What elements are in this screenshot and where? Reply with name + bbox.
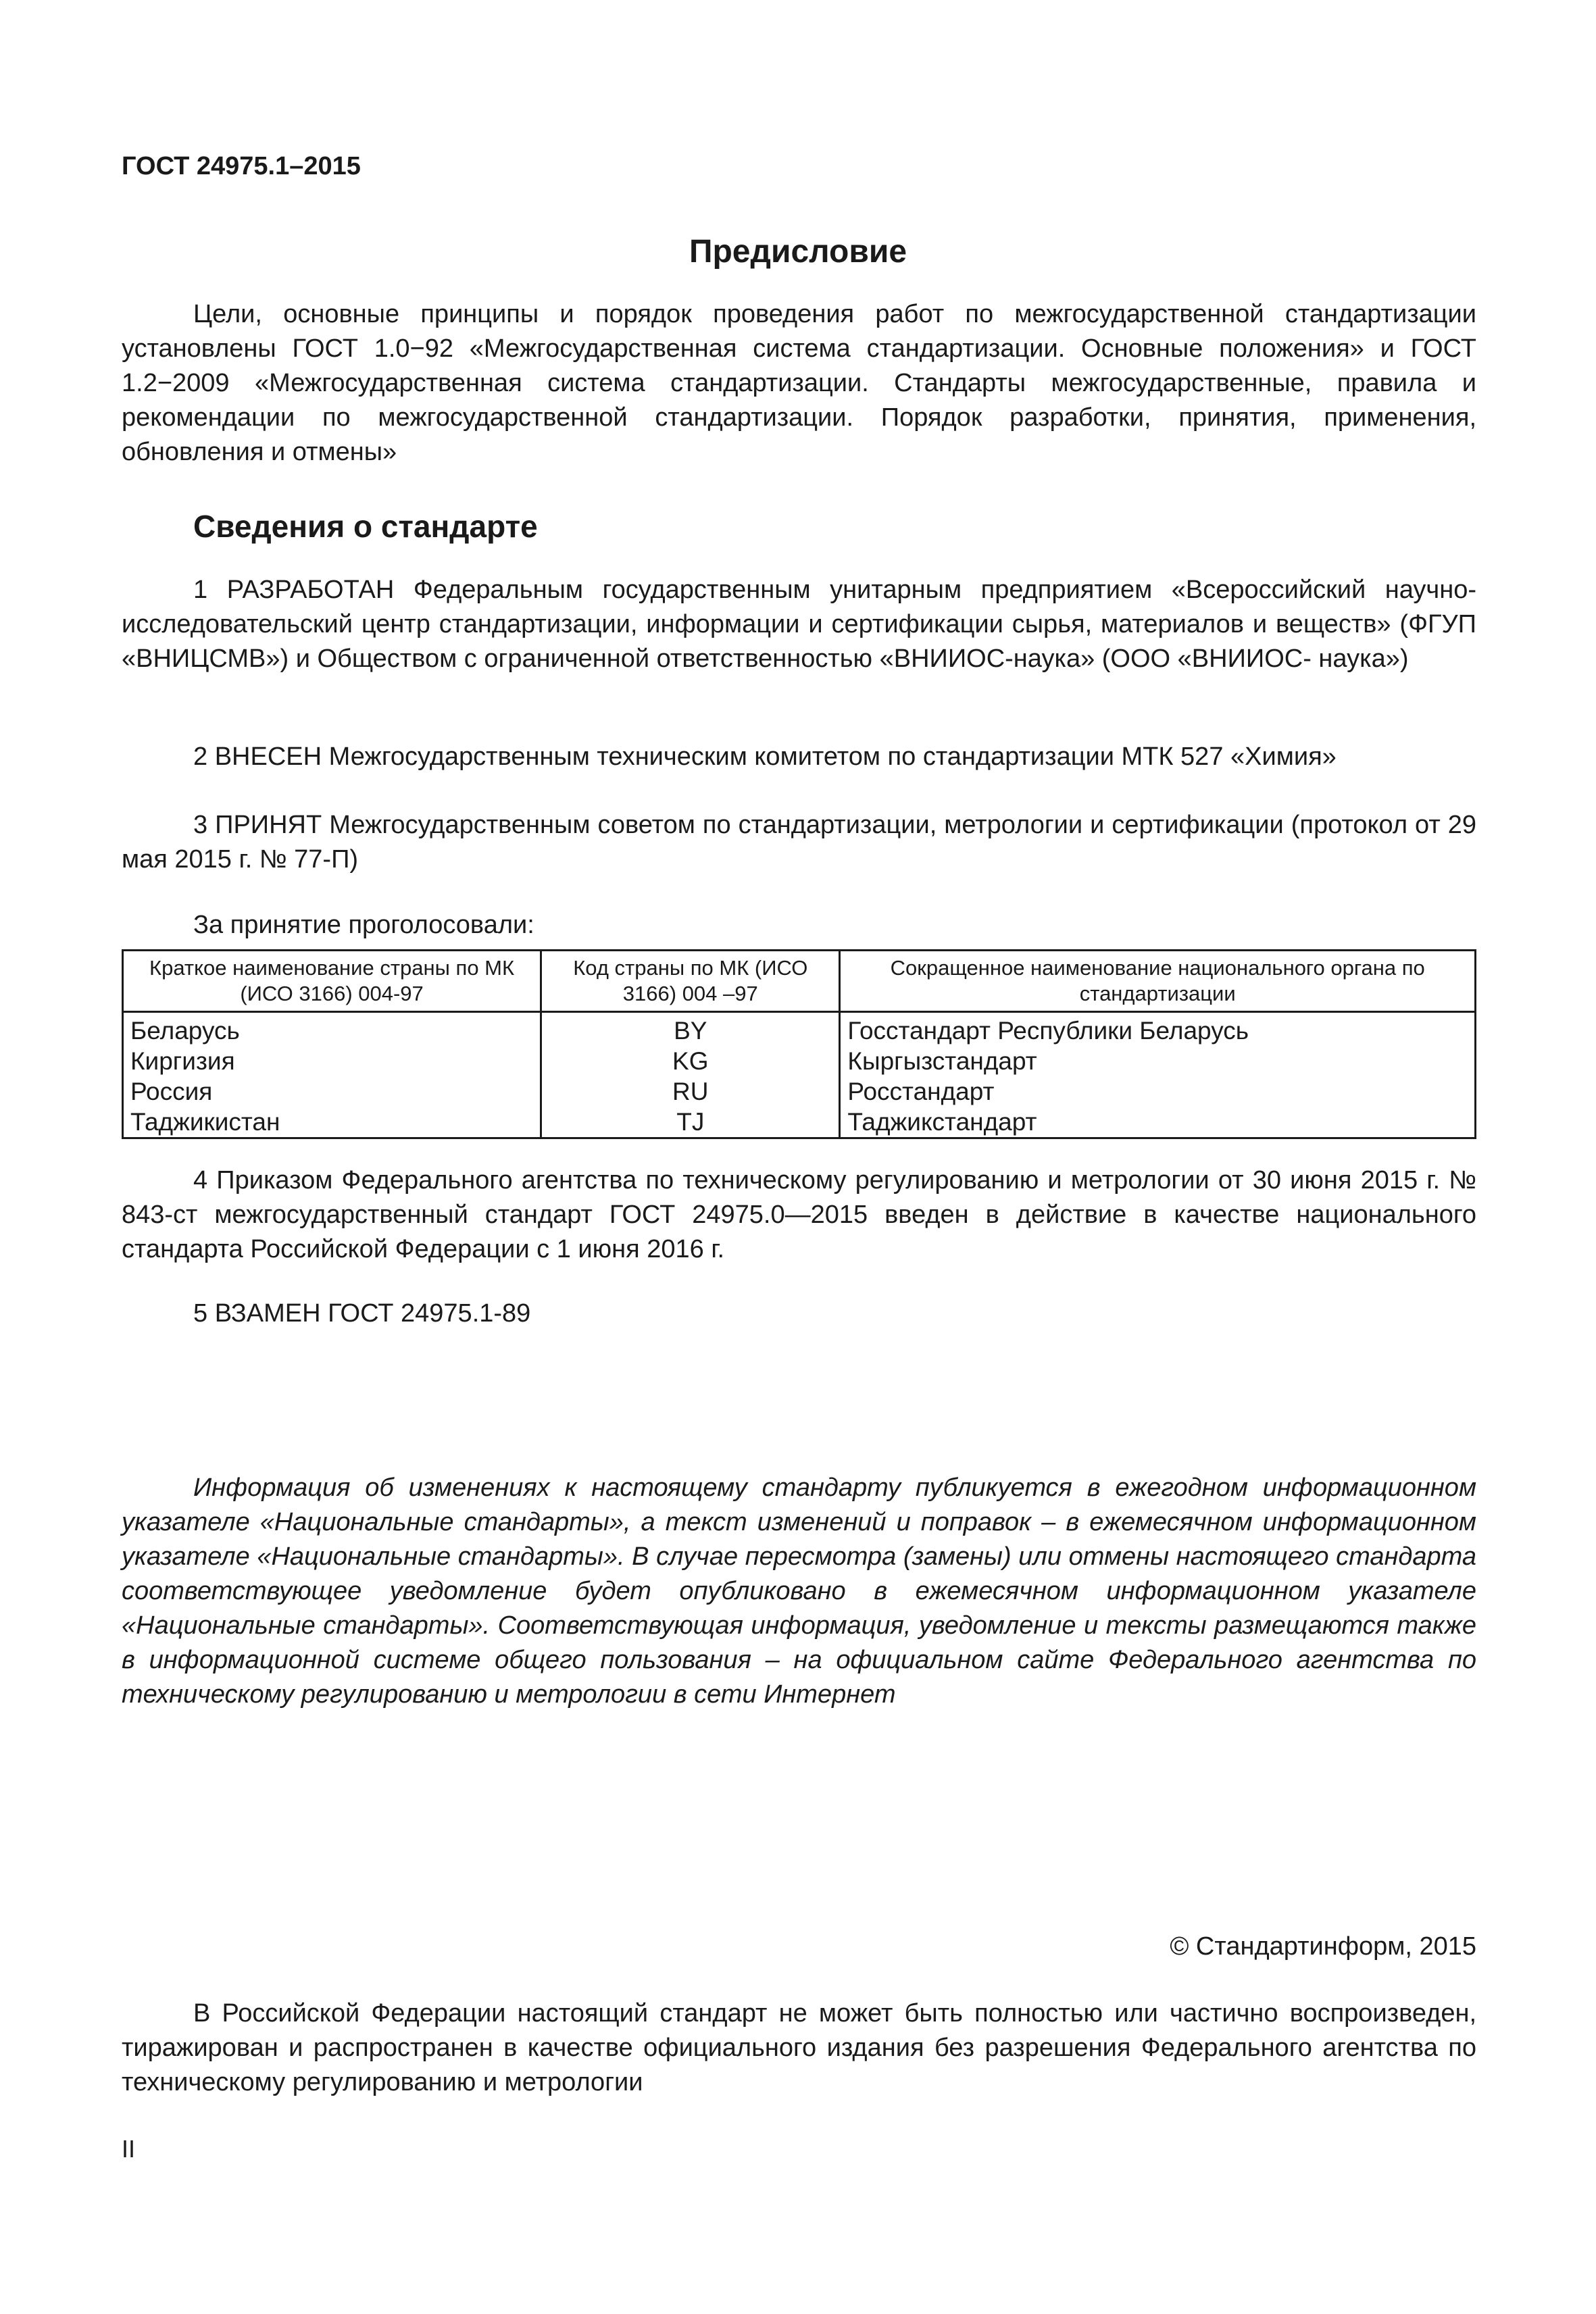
cell-body: Таджикстандарт xyxy=(840,1107,1476,1138)
cell-code: BY xyxy=(541,1012,840,1047)
cell-code: KG xyxy=(541,1046,840,1076)
rights-text: В Российской Федерации настоящий стандарт не может быть полностью или частично воспроизведен, тиражирован и распространен в качестве официального издания без разрешения Федерального агентства по техническому регулированию и метрологии xyxy=(122,1999,1476,2096)
info-item-2 xyxy=(122,740,1476,774)
table-row xyxy=(123,1012,1476,1047)
foreword-text: Цели, основные принципы и порядок проведения работ по межгосударственной стандартизации установлены ГОСТ 1.0−92 «Межгосударственная система стандартизации. Основные положения» и ГОСТ 1.2−2009 «Межгосударственная система стандартизации. Стандарты межгосударственные, правила и рекомендации по межгосударственной стандартизации. Порядок разработки, принятия, применения, обновления и отмены» xyxy=(122,300,1476,466)
table-row xyxy=(123,1107,1476,1138)
foreword-block xyxy=(122,297,1476,470)
votes-table xyxy=(122,949,1476,1139)
cell-body: Кыргызстандарт xyxy=(840,1046,1476,1076)
notice-block xyxy=(122,1471,1476,1712)
info-item-3 xyxy=(122,808,1476,877)
cell-country: Россия xyxy=(123,1076,541,1107)
info-title: Сведения о стандарте xyxy=(193,509,538,544)
header-national-body: Сокращенное наименование национального органа по стандартизации xyxy=(840,951,1476,1012)
item-1-text: 1 РАЗРАБОТАН Федеральным государственным унитарным предприятием «Всероссийский научно-исследовательский центр стандартизации, информации и сертификации сырья, материалов и веществ» (ФГУП «ВНИЦСМВ») и Обществом с ограниченной ответственностью «ВНИИОС-наука» (ООО «ВНИИОС- наука») xyxy=(122,576,1476,673)
page-number: II xyxy=(122,2135,136,2163)
cell-country: Беларусь xyxy=(123,1012,541,1047)
info-item-1 xyxy=(122,573,1476,676)
cell-country: Киргизия xyxy=(123,1046,541,1076)
item-2-text: 2 ВНЕСЕН Межгосударственным техническим комитетом по стандартизации МТК 527 «Химия» xyxy=(193,743,1337,771)
votes-intro: За принятие проголосовали: xyxy=(193,911,534,939)
cell-code: TJ xyxy=(541,1107,840,1138)
header-country-name: Краткое наименование страны по МК (ИСО 3166) 004-97 xyxy=(123,951,541,1012)
table-row xyxy=(123,1046,1476,1076)
cell-body: Госстандарт Республики Беларусь xyxy=(840,1012,1476,1047)
item-5-text: 5 ВЗАМЕН ГОСТ 24975.1-89 xyxy=(193,1299,531,1328)
info-item-4 xyxy=(122,1163,1476,1267)
header-country-code: Код страны по МК (ИСО 3166) 004 –97 xyxy=(541,951,840,1012)
notice-text: Информация об изменениях к настоящему стандарту публикуется в ежегодном информационном указателе «Национальные стандарты», а текст изменений и поправок – в ежемесячном информационном указателе «Национальные стандарты». В случае пересмотра (замены) или отмены настоящего стандарта соответствующее уведомление будет опубликовано в ежемесячном информационном указателе «Национальные стандарты». Соответствующая информация, уведомление и тексты размещаются также в информационной системе общего пользования – на официальном сайте Федерального агентства по техническому регулированию и метрологии в сети Интернет xyxy=(122,1474,1476,1709)
table-row xyxy=(123,1076,1476,1107)
copyright: © Стандартинформ, 2015 xyxy=(1170,1932,1476,1961)
item-4-text: 4 Приказом Федерального агентства по техническому регулированию и метрологии от 30 июня 2015 г. № 843-ст межгосударственный стандарт ГОСТ 24975.0—2015 введен в действие в качестве национального стандарта Российской Федерации с 1 июня 2016 г. xyxy=(122,1166,1476,1263)
foreword-title: Предисловие xyxy=(689,234,907,270)
gost-code: ГОСТ 24975.1–2015 xyxy=(122,152,361,180)
rights-block xyxy=(122,1996,1476,2100)
item-3-text: 3 ПРИНЯТ Межгосударственным советом по стандартизации, метрологии и сертификации (протокол от 29 мая 2015 г. № 77-П) xyxy=(122,811,1476,874)
cell-body: Росстандарт xyxy=(840,1076,1476,1107)
cell-code: RU xyxy=(541,1076,840,1107)
table-header-row xyxy=(123,951,1476,1012)
cell-country: Таджикистан xyxy=(123,1107,541,1138)
